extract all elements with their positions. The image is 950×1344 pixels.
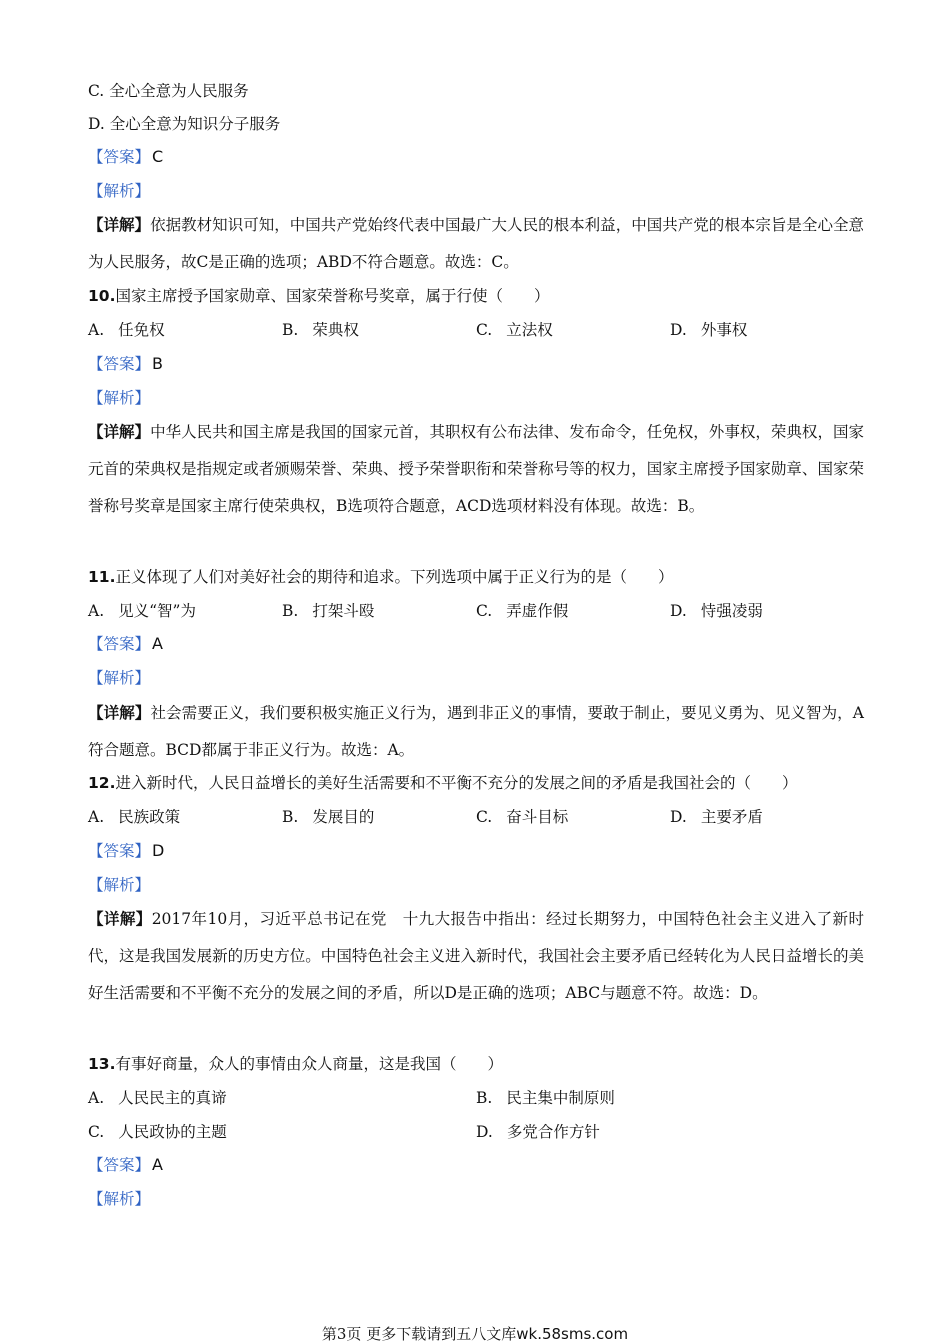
q12-option-d: D. 主要矛盾: [670, 808, 763, 826]
answer-value: C: [152, 147, 164, 166]
q11-option-b: B. 打架斗殴: [282, 602, 375, 620]
footer-site-link[interactable]: wk.58sms.com: [516, 1325, 629, 1343]
question-10-stem: 10.国家主席授予国家勋章、国家荣誉称号奖章，属于行使（ ）: [88, 287, 550, 305]
q11-analysis-label: 【解析】: [88, 669, 151, 687]
question-12-stem: 12.进入新时代，人民日益增长的美好生活需要和不平衡不充分的发展之间的矛盾是我国社会的（ ）: [88, 774, 798, 792]
q11-detail-paragraph: 【详解】社会需要正义，我们要积极实施正义行为，遇到非正义的事情，要敢于制止，要见义勇为、见义智为，A符合题意。BCD都属于非正义行为。故选：A。: [88, 703, 864, 759]
q12-option-c: C. 奋斗目标: [476, 808, 569, 826]
detail-paragraph: [88, 206, 864, 281]
q10-option-b: B. 荣典权: [282, 321, 359, 339]
q13-option-b: B. 民主集中制原则: [476, 1089, 615, 1107]
q10-detail-paragraph: 【详解】中华人民共和国主席是我国的国家元首，其职权有公布法律、发布命令，任免权，外事权，荣典权，国家元首的荣典权是指规定或者颁赐荣誉、荣典、授予荣誉职衔和荣誉称号等的权力，国家主席授予国家勋章、国家荣誉称号奖章是国家主席行使荣典权，B选项符合题意，ACD选项材料没有体现。故选：B。: [88, 422, 864, 515]
q12-detail-paragraph: 【详解】2017年10月，习近平总书记在党 十九大报告中指出：经过长期努力，中国特色社会主义进入了新时代，这是我国发展新的历史方位。中国特色社会主义进入新时代，我国社会主要矛盾已经转化为人民日益增长的美好生活需要和不平衡不充分的发展之间的矛盾，所以D是正确的选项；ABC与题意不符。故选：D。: [88, 909, 864, 1002]
option-c: C. 全心全意为人民服务: [88, 82, 249, 100]
q10-analysis-label: 【解析】: [88, 389, 151, 407]
footer-promo: 更多下载请到五八文库: [366, 1325, 517, 1343]
q11-option-a: A. 见义“智”为: [88, 602, 196, 620]
q10-option-a: A. 任免权: [88, 321, 165, 339]
question-number: 10.: [88, 287, 116, 305]
answer-row: [88, 147, 163, 167]
q10-option-d: D. 外事权: [670, 321, 748, 339]
q13-option-c: C. 人民政协的主题: [88, 1123, 227, 1141]
q12-option-a: A. 民族政策: [88, 808, 181, 826]
q13-answer-value: A: [152, 1155, 163, 1174]
detail-text: 依据教材知识可知，中国共产党始终代表中国最广大人民的根本利益，中国共产党的根本宗旨是全心全意为人民服务，故C是正确的选项；ABD不符合题意。故选：C。: [88, 216, 864, 271]
answer-label: 【答案】: [88, 148, 151, 166]
question-11-stem: 11.正义体现了人们对美好社会的期待和追求。下列选项中属于正义行为的是（ ）: [88, 568, 674, 586]
q13-analysis-label: 【解析】: [88, 1190, 151, 1208]
q10-answer-row: 【答案】 B: [88, 354, 163, 373]
analysis-label: 【解析】: [88, 182, 151, 200]
q11-option-d: D. 恃强凌弱: [670, 602, 763, 620]
q13-answer-row: 【答案】 A: [88, 1155, 163, 1174]
option-d: D. 全心全意为知识分子服务: [88, 115, 281, 133]
q10-option-c: C. 立法权: [476, 321, 553, 339]
q11-option-c: C. 弄虚作假: [476, 602, 569, 620]
q11-answer-value: A: [152, 634, 163, 653]
q11-answer-row: 【答案】 A: [88, 634, 163, 653]
q12-answer-value: D: [152, 841, 165, 860]
page-number: 第3页: [321, 1325, 362, 1343]
q13-option-a: A. 人民民主的真谛: [88, 1089, 227, 1107]
page-footer: [0, 1323, 950, 1344]
q10-answer-value: B: [152, 354, 163, 373]
q13-option-d: D. 多党合作方针: [476, 1123, 600, 1141]
q12-answer-row: 【答案】 D: [88, 841, 165, 860]
q12-analysis-label: 【解析】: [88, 876, 151, 894]
detail-label: 【详解】: [88, 215, 151, 234]
q12-option-b: B. 发展目的: [282, 808, 375, 826]
question-13-stem: 13.有事好商量，众人的事情由众人商量，这是我国（ ）: [88, 1055, 503, 1073]
